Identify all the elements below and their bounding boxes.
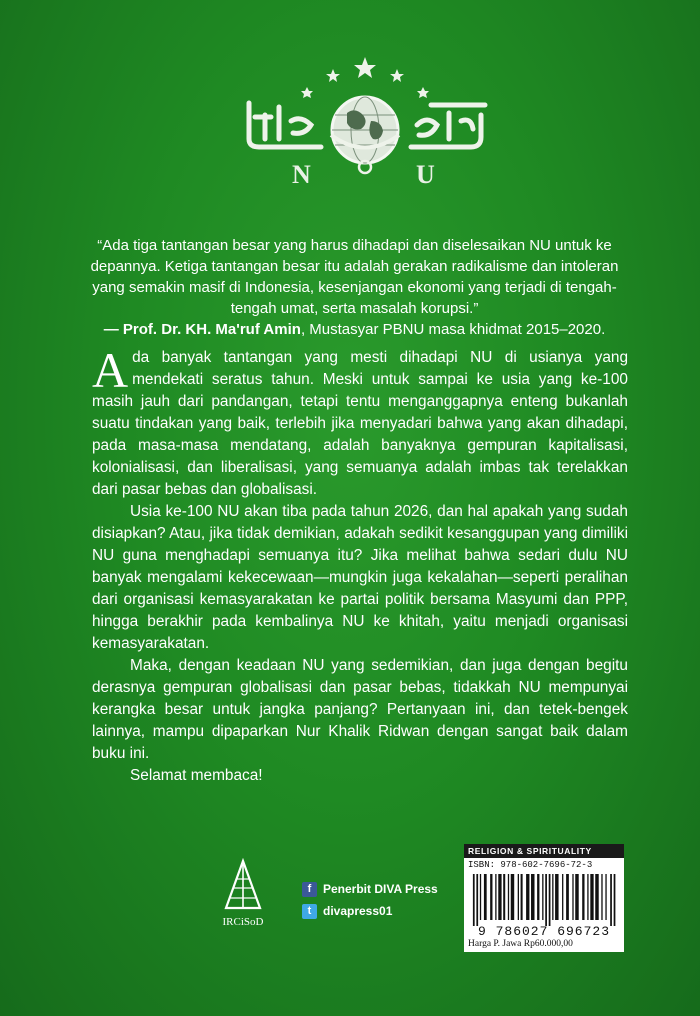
quote-text: “Ada tiga tantangan besar yang harus dihadapi dan diselesaikan NU untuk ke depannya. Ketiga tantangan besar itu adalah gerakan radikalisme dan intoleran yang semakin masif di Indonesia, kesenjangan ekonomi yang terjadi di tengah-tengah umat, serta masalah korupsi.” (90, 237, 619, 317)
barcode-panel (464, 844, 624, 952)
barcode-bar (537, 874, 539, 920)
barcode-bar (582, 874, 584, 920)
barcode-bar (566, 874, 569, 920)
nu-logo (235, 55, 495, 205)
synopsis-closing: Selamat membaca! (130, 767, 263, 784)
barcode-bar (521, 874, 523, 920)
price-label: Harga P. Jawa Rp60.000,00 (468, 939, 573, 949)
isbn-text: ISBN: 978-602-7696-72-3 (468, 860, 593, 870)
barcode-bar (545, 874, 547, 926)
twitter-link[interactable] (302, 901, 438, 921)
barcode-bar (473, 874, 475, 926)
barcode-bar (601, 874, 602, 920)
synopsis-paragraph-1 (92, 342, 628, 501)
barcode-bar (605, 874, 606, 920)
barcode-bar (614, 874, 616, 926)
endorsement-quote (82, 235, 627, 340)
twitter-label: divapress01 (323, 904, 393, 918)
publisher-logo (218, 858, 268, 928)
attribution-name: Prof. Dr. KH. Ma'ruf Amin (122, 321, 301, 338)
twitter-icon: t (302, 904, 317, 919)
barcode-bar (572, 874, 573, 920)
barcode-bar (480, 874, 481, 920)
barcode-bar (555, 874, 558, 920)
quote-attribution (82, 319, 627, 340)
drop-cap: A (92, 342, 129, 398)
barcode (470, 874, 618, 926)
barcode-bar (498, 874, 501, 920)
synopsis-paragraph-2: Usia ke-100 NU akan tiba pada tahun 2026, dan hal apakah yang sudah disiapkan? Atau, jika tidak demikian, adakah sedikit kesanggupan yang dimiliki NU guna menghadapi semuanya itu? Jika melihat bahwa sedari dulu NU banyak mengalami kekecewaan—mungkin juga kekalahan—seperti peralihan dari organisasi kemasyarakatan ke partai politik bersama Masyumi dan PPP, hingga berakhir pada kembalinya NU ke khitah, yaitu menjadi organisasi kemasyarakatan. (92, 503, 628, 652)
pyramid-icon (223, 858, 263, 914)
barcode-bar (549, 874, 551, 926)
synopsis (92, 342, 628, 787)
barcode-bar (508, 874, 509, 920)
attribution-role: , Mustasyar PBNU masa khidmat 2015–2020. (300, 321, 606, 338)
barcode-number: 9 786027 696723 (477, 924, 611, 939)
attribution-dash: — (103, 321, 123, 338)
barcode-bar (542, 874, 543, 920)
barcode-bar (531, 874, 534, 920)
barcode-bar (587, 874, 588, 920)
barcode-bar (552, 874, 553, 920)
social-links (302, 879, 438, 923)
paragraph-1-text: da banyak tantangan yang mesti dihadapi NU di usianya yang mendekati seratus tahun. Meski untuk sampai ke usia yang ke-100 masih jauh dari pandangan, tetapi tentu menganggapnya enteng bukanlah suatu tindakan yang baik, terlebih jika menyadari bahwa yang akan dihadapi, pada masa-masa mendatang, adalah banyaknya gempuran kapitalisasi, kolonialisasi, dan liberalisasi, yang semuanya adalah imbas tak terelakkan dari pasar bebas dan globalisasi. (92, 349, 628, 498)
facebook-link[interactable] (302, 879, 438, 899)
barcode-bar (495, 874, 496, 920)
barcode-bar (590, 874, 593, 920)
genre-label: RELIGION & SPIRITUALITY (464, 844, 624, 858)
nu-emblem-icon (235, 55, 495, 205)
barcode-bar (518, 874, 519, 920)
facebook-label: Penerbit DIVA Press (323, 882, 438, 896)
barcode-bar (490, 874, 492, 920)
barcode-bar (610, 874, 612, 926)
logo-letter-n: N (292, 160, 311, 189)
barcode-bar (503, 874, 505, 920)
barcode-bar (595, 874, 598, 920)
barcode-bar (526, 874, 529, 920)
logo-letter-u: U (416, 160, 435, 189)
barcode-bar (476, 874, 478, 926)
barcode-bar (511, 874, 514, 920)
barcode-bar (562, 874, 563, 920)
publisher-name: IRCiSoD (222, 916, 264, 928)
barcode-bar (484, 874, 487, 920)
facebook-icon: f (302, 882, 317, 897)
barcode-bar (575, 874, 578, 920)
synopsis-paragraph-3: Maka, dengan keadaan NU yang sedemikian, dan juga dengan begitu derasnya gempuran globalisasi dan pasar bebas, tidakkah NU mempunyai kerangka besar untuk jangka panjang? Pertanyaan ini, dan tetek-bengek lainnya, mampu dipaparkan Nur Khalik Ridwan dengan sangat baik dalam buku ini. (92, 657, 628, 762)
